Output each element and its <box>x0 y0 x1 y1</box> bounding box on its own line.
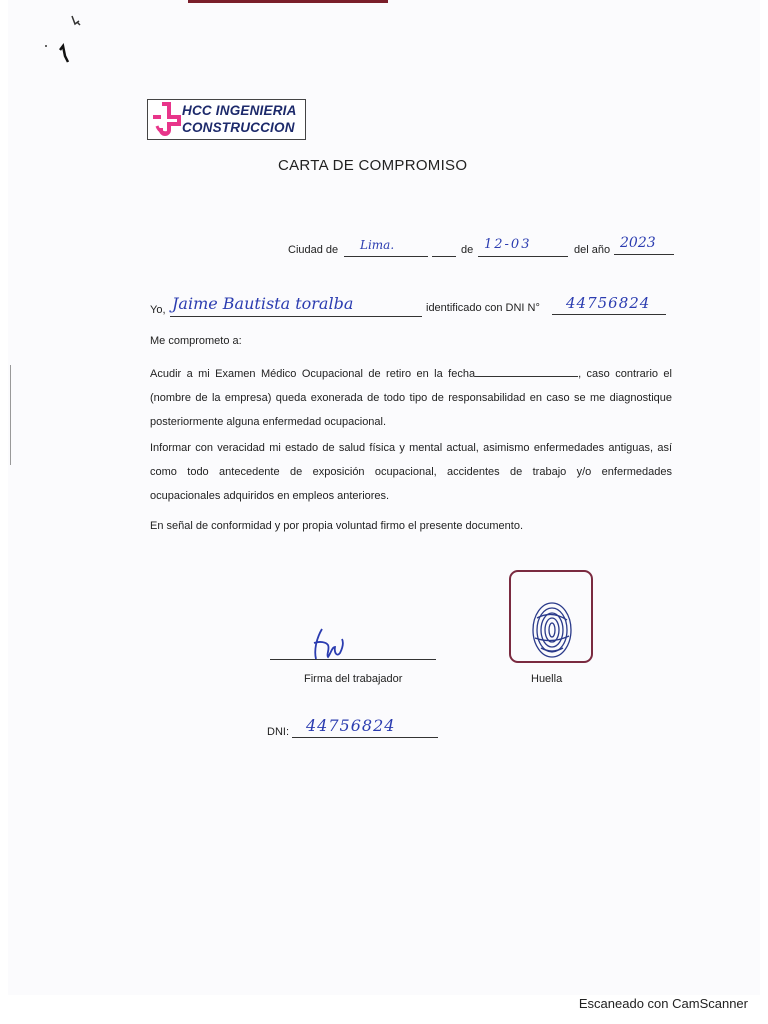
date-underline <box>478 256 568 257</box>
day-underline <box>432 256 456 257</box>
logo-line-2: CONSTRUCCION <box>182 120 295 135</box>
city-underline <box>344 256 428 257</box>
paragraph-consent: En señal de conformidad y por propia voluntad firmo el presente documento. <box>150 520 523 532</box>
year-label: del año <box>574 244 611 256</box>
fingerprint-label: Huella <box>531 673 563 685</box>
year-underline <box>614 254 674 255</box>
paragraph-exam-part1: Acudir a mi Examen Médico Ocupacional de retiro en la fecha <box>150 368 476 380</box>
signature-underline <box>270 659 436 660</box>
year-value: 2023 <box>620 235 656 251</box>
document-title: CARTA DE COMPROMISO <box>278 157 468 174</box>
city-value: Lima. <box>360 238 395 252</box>
company-logo <box>147 99 306 140</box>
dni-footer-label: DNI: <box>267 726 289 738</box>
logo-line-1: HCC INGENIERIA <box>182 103 297 118</box>
dni-footer-underline <box>292 737 438 738</box>
city-label: Ciudad de <box>288 244 339 256</box>
scan-top-edge <box>188 0 388 3</box>
paragraph-exam <box>150 362 672 434</box>
signature-label: Firma del trabajador <box>304 673 403 685</box>
date-value: 12-03 <box>484 237 532 252</box>
dni-number-label: identificado con DNI N° <box>426 302 540 314</box>
commit-label: Me comprometo a: <box>150 335 242 347</box>
name-underline <box>170 316 422 317</box>
de-label: de <box>461 244 474 256</box>
stray-scribble-mark <box>40 10 100 70</box>
dni-underline <box>552 314 666 315</box>
fingerprint-icon <box>531 598 573 658</box>
dni-value: 44756824 <box>566 294 651 312</box>
cross-logo-icon <box>151 102 181 138</box>
worker-name: Jaime Bautista toralba <box>172 294 354 313</box>
paragraph-health: Informar con veracidad mi estado de salud física y mental actual, asimismo enfermedades antiguas, así como todo antecedente de exposición ocupacional, accidentes de trabajo y/o enfermedades ocupacionales adquiridos en empleos anteriores. <box>150 442 672 502</box>
fingerprint-box <box>509 570 593 663</box>
exam-date-blank <box>475 367 578 377</box>
paragraph-exam-part2: , caso contrario el (nombre de la empresa) queda exonerada de todo tipo de responsabilidad en caso se me diagnostique posteriormente alguna enfermedad ocupacional. <box>150 368 672 428</box>
yo-label: Yo, <box>150 304 166 316</box>
scan-margin-mark <box>10 365 11 465</box>
scanner-watermark: Escaneado con CamScanner <box>578 996 748 1011</box>
dni-footer-value: 44756824 <box>306 716 396 735</box>
